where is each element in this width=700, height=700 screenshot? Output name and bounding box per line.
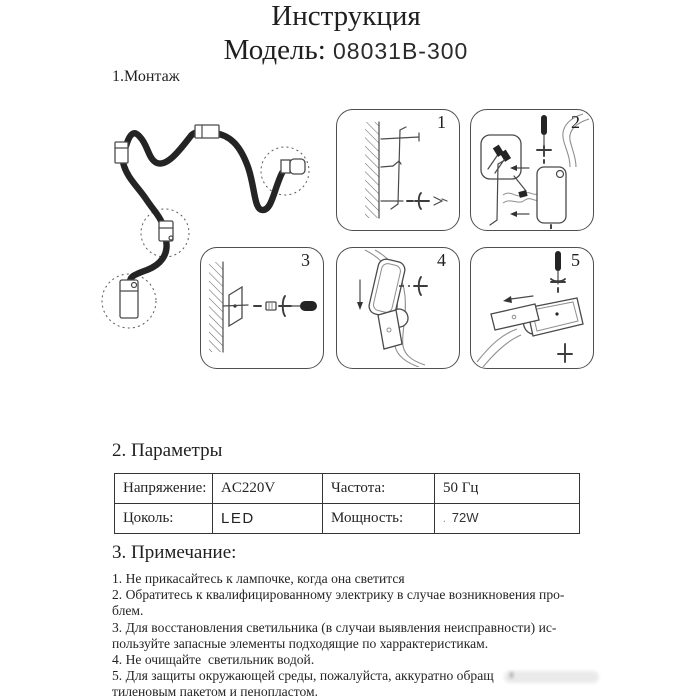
notes-list (112, 571, 600, 700)
page-title: Инструкция (271, 0, 421, 32)
table-row (115, 504, 580, 534)
montage-heading: 1.Монтаж (112, 68, 180, 85)
note-line: тиленовым пакетом и пенопластом. (112, 684, 319, 700)
param-label-voltage: Напряжение: (115, 474, 213, 504)
note-line: 2. Обратитесь к квалифицированному электрику в случае возникновения про- (112, 587, 565, 603)
lamp-body-icon (537, 167, 566, 229)
param-label-power: Мощность: (323, 504, 435, 534)
note-line: 5. Для защиты окружающей среды, пожалуйста, аккуратно обращ (112, 668, 600, 684)
screw-icon (558, 344, 572, 362)
step-number: 5 (571, 250, 580, 270)
step-number: 3 (301, 250, 310, 270)
param-value-power: . 72W (435, 504, 580, 534)
arrow-left-icon (503, 296, 533, 303)
table-row (115, 474, 580, 504)
wires (503, 190, 538, 203)
arrow-down-icon (357, 280, 363, 310)
hook-pointer-icon (381, 161, 401, 167)
step-number: 4 (437, 250, 446, 270)
screwdriver-icon (537, 115, 551, 163)
step-number: 2 (571, 112, 580, 132)
smudge-artifact (504, 671, 599, 683)
note-line: блем. (112, 603, 144, 619)
screwdriver-icon (551, 251, 565, 292)
parameters-table (114, 473, 580, 534)
note-line: пользуйте запасные элементы подходящие по харрактеристикам. (112, 635, 489, 651)
param-value-voltage: AC220V (213, 474, 323, 504)
step-number: 1 (437, 112, 446, 132)
cord-connector-icon (159, 221, 173, 241)
param-label-socket: Цоколь: (115, 504, 213, 534)
print-artifact: . (443, 513, 446, 525)
end-cap-icon (281, 159, 305, 174)
lamp-tube-icon (120, 280, 138, 318)
notes-heading: 3. Примечание: (112, 542, 237, 563)
montage-step-2 (470, 109, 594, 231)
mounting-strip-icon (391, 127, 406, 209)
note-line: 1. Не прикасайтесь к лампочке, когда она светится (112, 571, 405, 586)
model-line (0, 32, 692, 69)
wall-hatch (365, 122, 379, 218)
montage-step-1 (336, 109, 460, 231)
param-label-frequency: Частота: (323, 474, 435, 504)
montage-step-5 (470, 247, 594, 369)
montage-step-3 (200, 247, 324, 369)
montage-step-4 (336, 247, 460, 369)
note-line: 3. Для восстановления светильника (в случаи выявления неисправности) ис- (112, 619, 557, 635)
model-value: 08031B-300 (333, 38, 469, 64)
screw-anchor-icon (381, 193, 447, 209)
note-line: 4. Не очищайте светильник водой. (112, 652, 315, 668)
mounting-plate-icon (229, 287, 242, 326)
wire-callout-bubble (481, 135, 526, 191)
cord-outline (477, 329, 521, 367)
param-value-socket: LED (213, 504, 323, 534)
wall-clip-icon (195, 125, 219, 138)
wall-hatch (209, 262, 223, 352)
wall-clip-icon (115, 142, 128, 163)
param-value-frequency: 50 Гц (435, 474, 580, 504)
screwdriver-icon (291, 301, 317, 311)
parameters-heading: 2. Параметры (112, 440, 223, 461)
model-label: Модель: (223, 34, 326, 66)
